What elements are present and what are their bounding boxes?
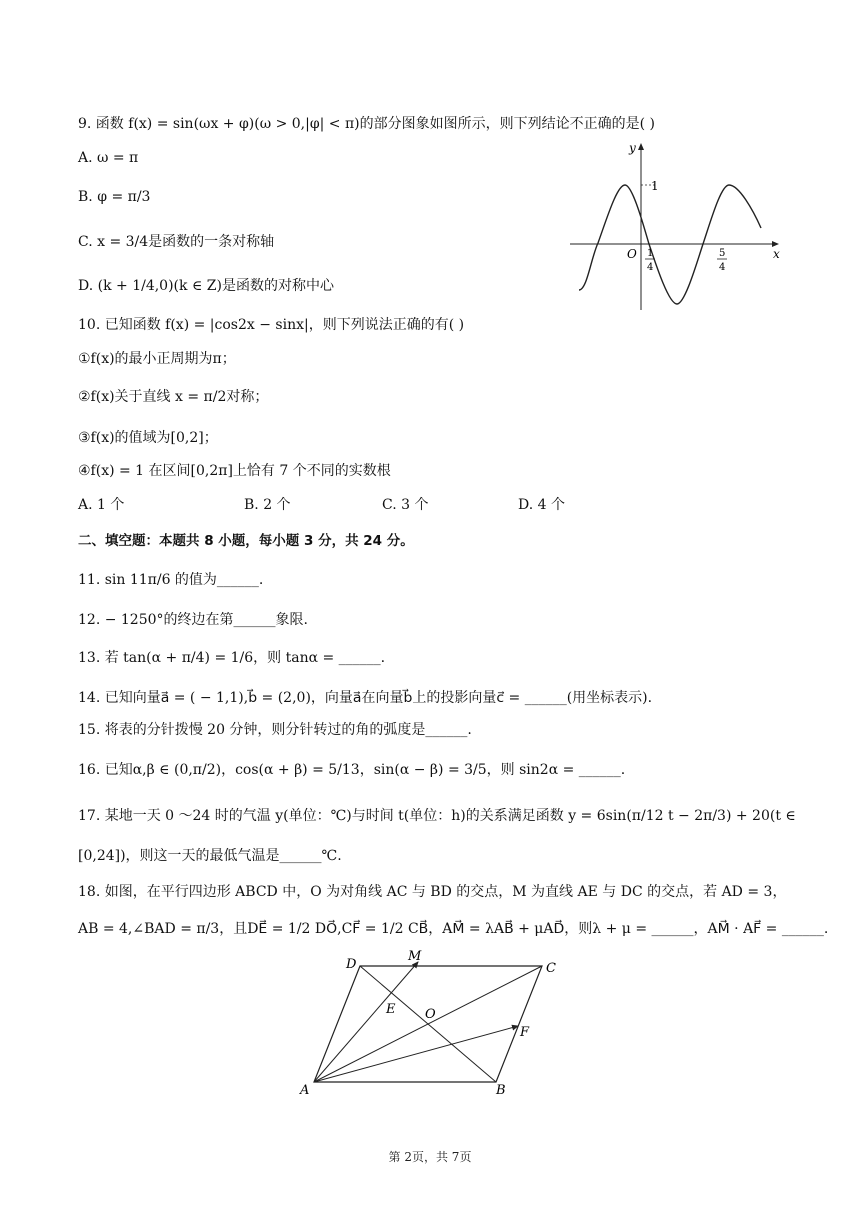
question-10-statement-4: ④f(x) = 1 在区间[0,2π]上恰有 7 个不同的实数根 [78, 463, 391, 479]
question-10-options [78, 494, 778, 514]
quarter-denominator: 4 [647, 262, 654, 273]
question-10-statement-1: ①f(x)的最小正周期为π； [78, 351, 236, 367]
parallelogram-figure [290, 940, 570, 1100]
question-15: 15. 将表的分针拨慢 20 分钟，则分针转过的角的弧度是______. [78, 722, 472, 738]
five-quarters-denominator: 4 [719, 262, 726, 273]
question-11: 11. sin 11π/6 的值为______. [78, 572, 264, 588]
label-c: C [546, 961, 556, 976]
label-d: D [346, 957, 357, 972]
sine-graph-figure [565, 138, 785, 318]
question-13: 13. 若 tan(α + π/4) = 1/6，则 tanα = ______. [78, 650, 386, 666]
quarter-numerator: 1 [647, 248, 654, 259]
label-e: E [386, 1002, 396, 1017]
five-quarters-numerator: 5 [719, 248, 726, 259]
label-o: O [425, 1007, 436, 1022]
question-10-statement-2: ②f(x)关于直线 x = π/2对称； [78, 389, 269, 405]
origin-label: O [627, 247, 637, 261]
question-9-option-b: B. φ = π/3 [78, 189, 151, 205]
section-title-fill-in: 二、填空题：本题共 8 小题，每小题 3 分，共 24 分。 [78, 533, 414, 549]
y-axis-label: y [629, 141, 636, 155]
question-17-line-2: [0,24])，则这一天的最低气温是______℃. [78, 848, 342, 864]
vector-am [314, 962, 418, 1082]
question-17-line-1: 17. 某地一天 0 ～24 时的气温 y(单位：℃)与时间 t(单位：h)的关系满足函数 y = 6sin(π/12 t − 2π/3) + 20(t ∈ [78, 808, 796, 824]
question-9-stem: 9. 函数 f(x) = sin(ωx + φ)(ω > 0,|φ| < π)的部分图象如图所示，则下列结论不正确的是( ) [78, 116, 656, 132]
question-10-statement-3: ③f(x)的值域为[0,2]； [78, 430, 218, 446]
question-18-line-2: AB = 4,∠BAD = π/3，且DE⃗ = 1/2 DO⃗,CF⃗ = 1/2 CB⃗，AM⃗ = λAB⃗ + μAD⃗，则λ + μ = ______，AM⃗ · AF⃗ = ______. [78, 921, 829, 937]
vector-af [314, 1026, 518, 1082]
question-9-option-c: C. x = 3/4是函数的一条对称轴 [78, 234, 275, 250]
label-m: M [408, 949, 422, 964]
question-10-stem: 10. 已知函数 f(x) = |cos2x − sinx|，则下列说法正确的有( ) [78, 317, 465, 333]
question-9-option-d: D. (k + 1/4,0)(k ∈ Z)是函数的对称中心 [78, 278, 334, 294]
diagonal-bd [360, 966, 496, 1082]
question-16: 16. 已知α,β ∈ (0,π/2)，cos(α + β) = 5/13，sin(α − β) = 3/5，则 sin2α = ______. [78, 762, 626, 778]
question-14: 14. 已知向量a⃗ = ( − 1,1),b⃗ = (2,0)，向量a⃗在向量b⃗上的投影向量c⃗ = ______(用坐标表示). [78, 690, 653, 706]
question-10-option-a: A. 1 个 [78, 497, 125, 513]
question-10-option-c: C. 3 个 [382, 497, 429, 513]
y-value-one-label: 1 [651, 179, 659, 193]
question-10-option-d: D. 4 个 [518, 497, 565, 513]
question-10-option-b: B. 2 个 [244, 497, 291, 513]
label-a: A [300, 1083, 310, 1098]
question-9-option-a: A. ω = π [78, 150, 139, 166]
question-18-line-1: 18. 如图，在平行四边形 ABCD 中，O 为对角线 AC 与 BD 的交点，M 为直线 AE 与 DC 的交点，若 AD = 3， [78, 884, 787, 900]
label-f: F [520, 1025, 530, 1040]
question-12: 12. − 1250°的终边在第______象限. [78, 612, 308, 628]
label-b: B [496, 1083, 506, 1098]
page-footer: 第 2页，共 7页 [388, 1150, 472, 1164]
x-axis-label: x [773, 247, 780, 261]
